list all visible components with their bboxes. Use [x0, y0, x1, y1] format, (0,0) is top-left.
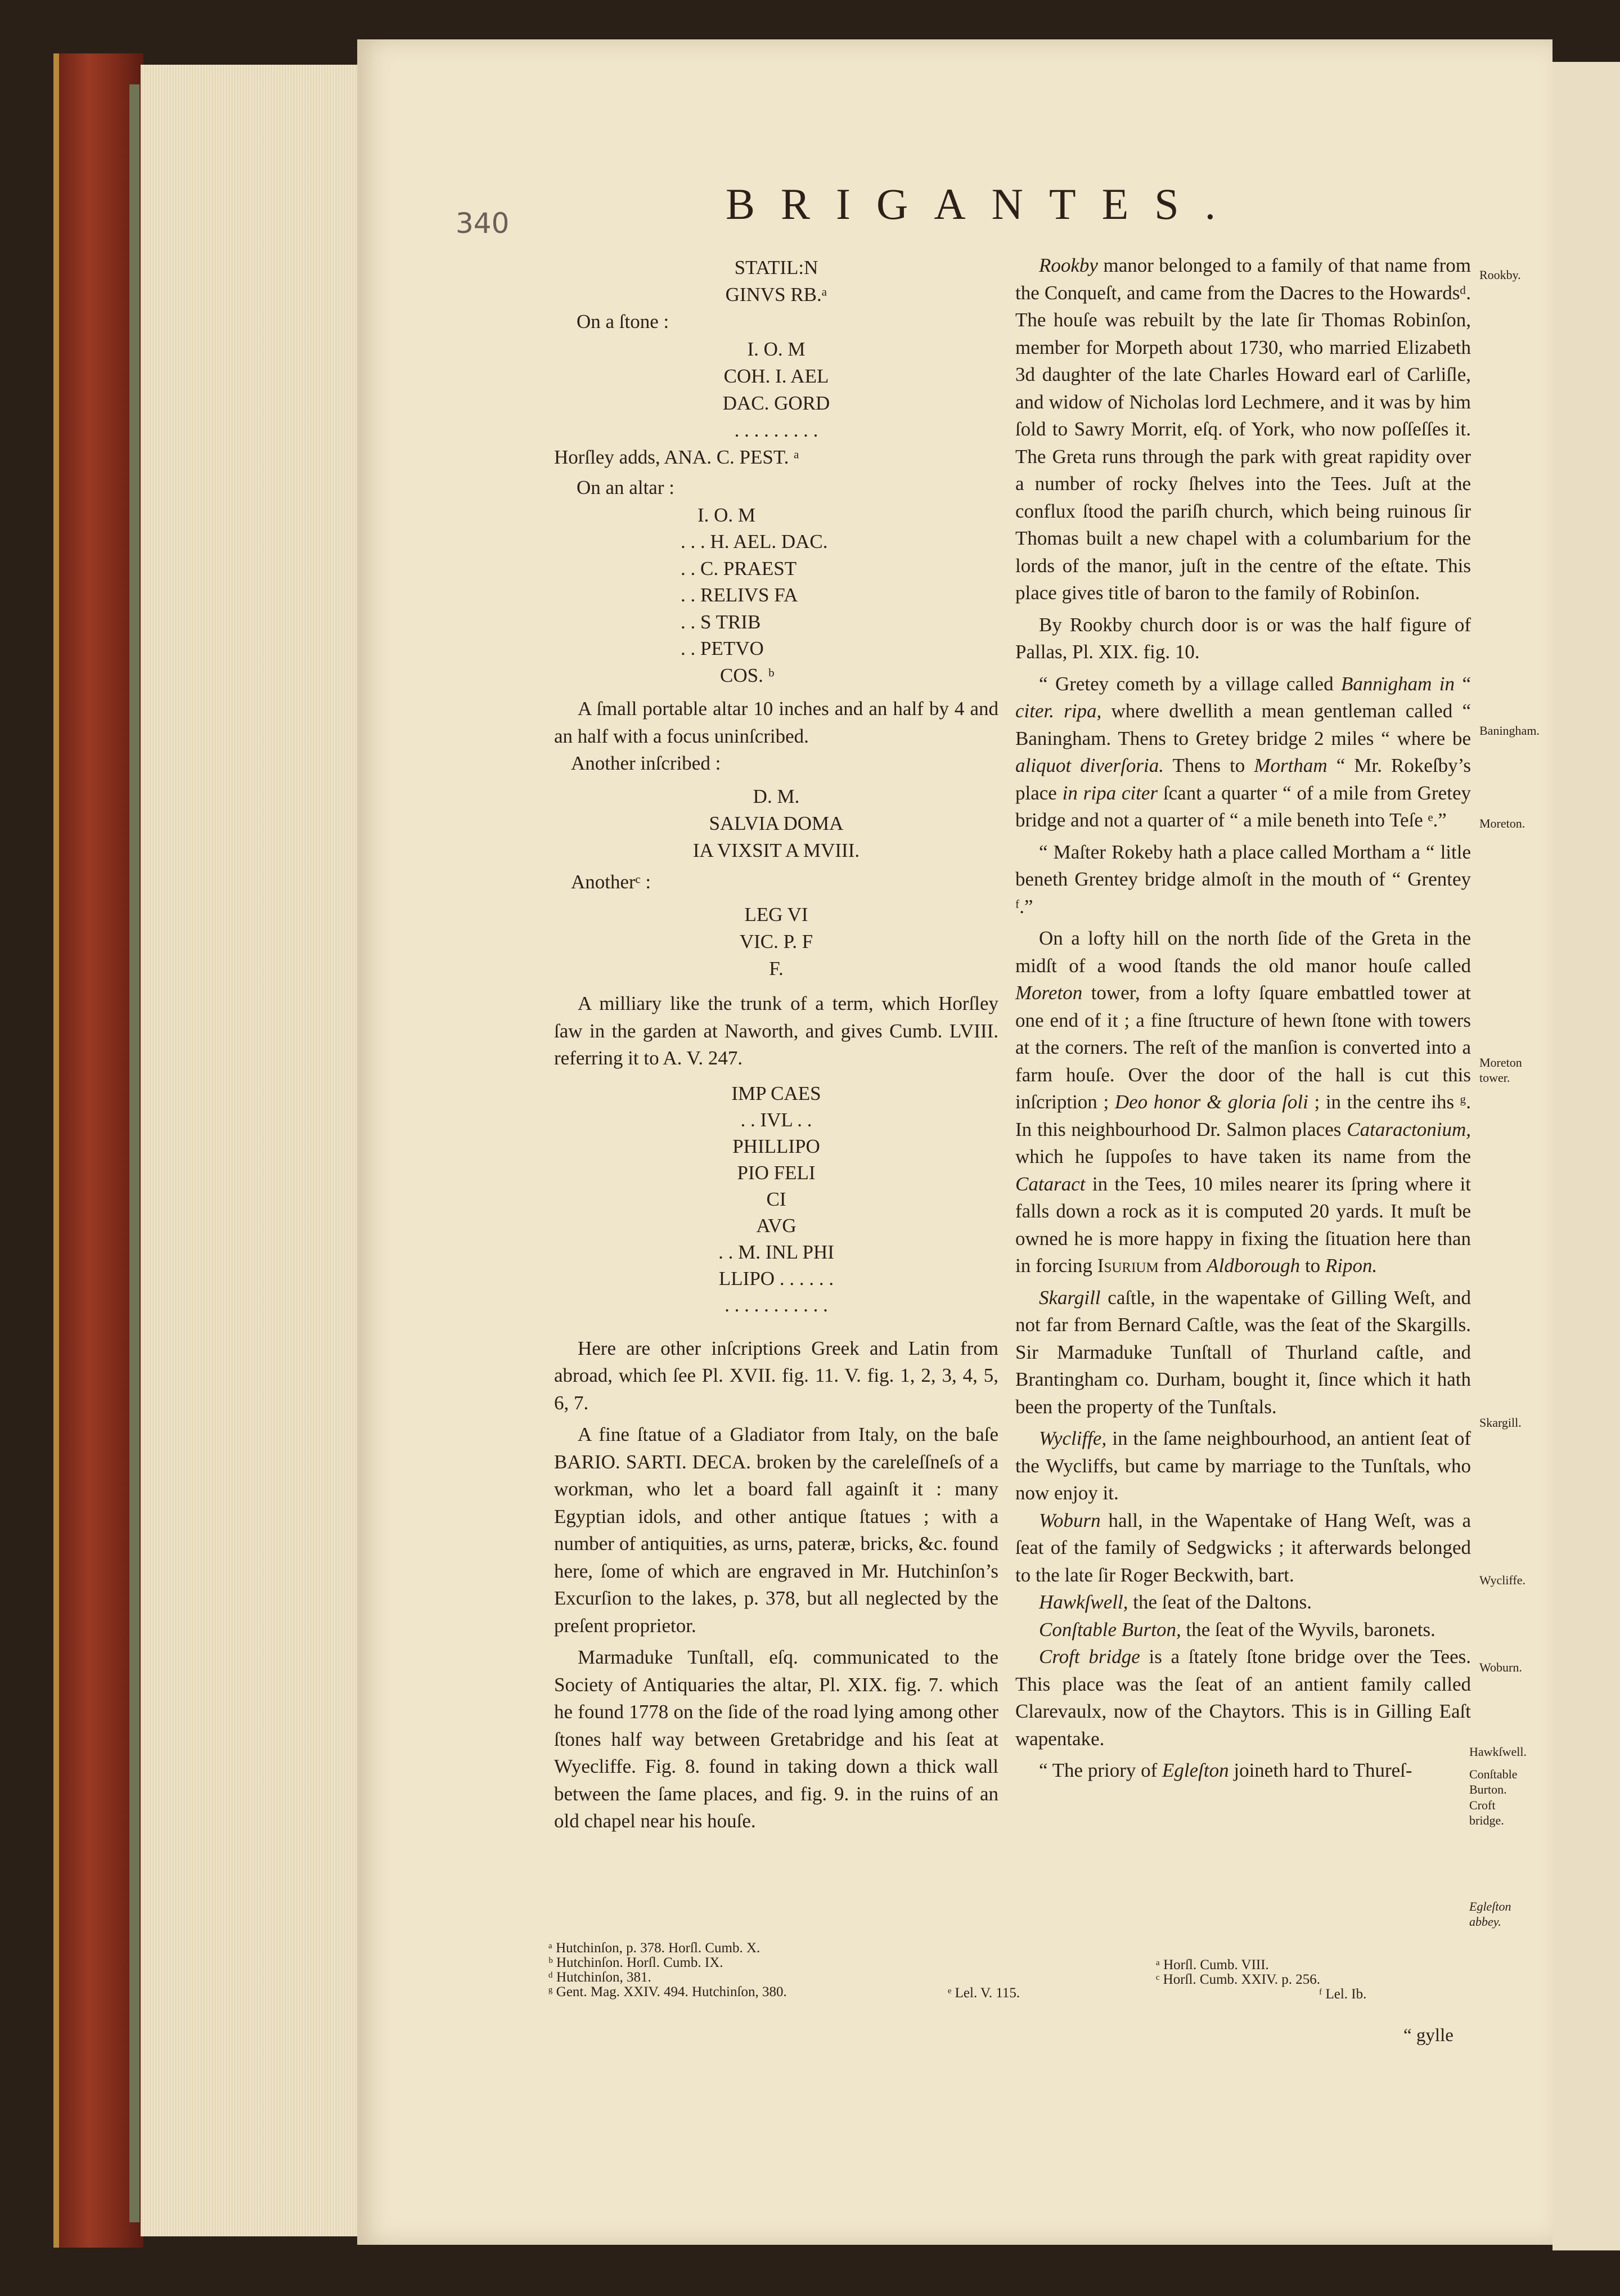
margin-note-skargill: Skargill.: [1479, 1416, 1522, 1430]
small-caps-text: Isurium: [1097, 1255, 1159, 1277]
another-inscribed: Another inſcribed :: [571, 752, 721, 774]
inscription-top: [554, 254, 998, 308]
gladiator-text: A fine ſtatue of a Gladiator from Italy, on the baſe BARIO. SARTI. DECA. broken by the careleſſneſs of a workman, who let a board fall againſt it : many Egyptian idols, and other antique ſtatues ; with a number of antiquities, as urns, pateræ, bricks, &c. found here, ſome of which are engraved in Mr. Hutchinſon’s Excurſion to the lakes, p. 378, but all neglected by the preſent proprietor.: [554, 1423, 998, 1637]
paragraph-text: ; in the centre ihs ᵍ. In this neighbourhood Dr. Salmon places: [1015, 1091, 1471, 1140]
imp-inscription: [554, 1080, 998, 1318]
paragraph-text: “ Mr. Rokeſby’s place: [1015, 754, 1472, 804]
paragraph-text: in the ſame neighbourhood, an antient ſeat of the Wycliffs, but came by marriage to the Tunſtals, who now enjoy it.: [1015, 1427, 1471, 1504]
inscription-line: PIO FELI: [737, 1161, 816, 1184]
paragraph-text: the ſeat of the Daltons.: [1128, 1591, 1312, 1613]
inscription-line: . . M. INL PHI: [718, 1241, 834, 1263]
italic-text: Deo honor & gloria ſoli: [1114, 1091, 1308, 1113]
italic-text: aliquot diverſoria.: [1015, 754, 1164, 776]
inscription-line: . . S TRIB: [681, 610, 761, 633]
margin-note-wycliffe: Wycliffe.: [1479, 1573, 1526, 1587]
inscription-line: PHILLIPO: [732, 1135, 820, 1157]
stone-label: On a ſtone :: [577, 311, 669, 333]
right-column: [1015, 252, 1471, 1785]
inscription-line: DAC. GORD: [722, 392, 830, 414]
inscription-line: . . PETVO: [681, 637, 764, 659]
inscription-line: GINVS RB.ᵃ: [725, 284, 827, 305]
stone-inscription: [554, 336, 998, 444]
italic-text: Cataractonium,: [1347, 1118, 1471, 1140]
paragraph-text: in the Tees, 10 miles nearer its ſpring where it falls down a rock as it is computed 20 yards. It muſt be owned he is more happy in fixing the ſituation here than in forcing: [1015, 1172, 1471, 1277]
margin-note-hawkswell: Hawkſwell.: [1469, 1745, 1527, 1759]
facing-page-edge: [1552, 62, 1620, 2250]
margin-note-croft: Croft bridge.: [1469, 1798, 1504, 1827]
paragraph-text: joineth hard to Thureſ-: [1228, 1759, 1412, 1781]
footnote: ᵈ Hutchinſon, 381.: [548, 1970, 651, 1985]
other-inscriptions-text: Here are other inſcriptions Greek and Latin from abroad, which ſee Pl. XVII. fig. 11. V. fig. 1, 2, 3, 4, 5, 6, 7.: [554, 1337, 998, 1414]
paragraph-text: “ The priory of: [1039, 1759, 1163, 1781]
paragraph-text: the ſeat of the Wyvils, baronets.: [1181, 1618, 1436, 1641]
hawkswell-paragraph: [1015, 1589, 1471, 1616]
footnote-middle: ᵉ Lel. V. 115.: [948, 1985, 1020, 2001]
paragraph-text: hall, in the Wapentake of Hang Weſt, was a ſeat of the family of Sedgwicks ; it afterwards belonged to the late ſir Roger Beckwith, bart.: [1015, 1509, 1471, 1586]
italic-text: Moreton: [1015, 982, 1083, 1004]
italic-text: Conſtable Burton,: [1039, 1618, 1181, 1641]
inscription-line: I. O. M: [747, 338, 806, 360]
milliary-text: A milliary like the trunk of a term, which Horſley ſaw in the garden at Naworth, and gives Cumb. LVIII. referring it to A. V. 247.: [554, 992, 998, 1069]
inscription-line: . . IVL . .: [740, 1108, 812, 1131]
italic-text: in ripa citer: [1062, 781, 1158, 804]
paragraph-text: caſtle, in the wapentake of Gilling Weſt, and not far from Bernard Caſtle, was the ſeat of the Skargills. Sir Marmaduke Tunſtall of Thurland caſtle, and Brantingham co. Durham, bought it, ſince which it hath been the property of the Tunſtals.: [1015, 1286, 1471, 1418]
margin-note-rookby: Rookby.: [1479, 268, 1521, 282]
woburn-paragraph: [1015, 1507, 1471, 1589]
italic-text: Skargill: [1039, 1286, 1101, 1309]
paragraph-text: “ Gretey cometh by a village called: [1039, 672, 1342, 695]
altar-label: On an altar :: [577, 477, 674, 498]
paragraph-text: On a lofty hill on the north ſide of the Greta in the midſt of a wood ſtands the old manor houſe called: [1015, 927, 1471, 977]
inscription-line: LEG VI: [744, 904, 808, 925]
italic-text: Rookby: [1039, 254, 1098, 276]
footnotes-left: [548, 1941, 897, 2000]
inscription-line: SALVIA DOMA: [709, 812, 844, 834]
footnotes-right: [1156, 1958, 1437, 2002]
italic-text: Ripon.: [1325, 1255, 1378, 1277]
paragraph-text: tower, from a lofty ſquare embattled tower at one end of it ; a fine ſtructure of hewn ſtone with towers at the corners. The reſt of the manſion is converted into a farm houſe. Over the door of the hall is cut this inſcription ;: [1015, 982, 1471, 1113]
italic-text: Woburn: [1039, 1509, 1101, 1531]
rookby-paragraph: [1015, 252, 1471, 607]
italic-text: Hawkſwell,: [1039, 1591, 1128, 1613]
inscription-line: COH. I. AEL: [723, 365, 829, 387]
footnote: ᵃ Hutchinſon, p. 378. Horſl. Cumb. X.: [548, 1940, 760, 1956]
constable-paragraph: [1015, 1616, 1471, 1644]
footnote: ᶜ Horſl. Cumb. XXIV. p. 256.: [1156, 1972, 1321, 1987]
italic-text: Croft bridge: [1039, 1646, 1140, 1668]
paragraph-text: is a ſtately ſtone bridge over the Tees. This place was the ſeat of an antient family called Clarevaulx, now of the Chaytors. This is in Gilling Eaſt wapentake.: [1015, 1646, 1472, 1750]
priory-paragraph: [1015, 1757, 1471, 1785]
tunstall-text: Marmaduke Tunſtall, eſq. communicated to the Society of Antiquaries the altar, Pl. XIX. fig. 7. which he found 1778 on the ſide of the road lying among other ſtones half way between Gretabridge and his ſeat at Wyecliffe. Fig. 8. found in taking down a thick wall between the ſame places, and fig. 9. in the ruins of an old chapel near his houſe.: [554, 1646, 998, 1832]
leg-inscription: [554, 901, 998, 982]
footnote: ᵇ Hutchinſon. Horſl. Cumb. IX.: [548, 1955, 723, 1970]
paragraph-text: ſcant a quarter “ of a mile from Gretey bridge and not a quarter of “ a mile beneth into Teſe ᵉ.”: [1015, 781, 1471, 831]
another-label: Anotherᶜ :: [571, 870, 651, 893]
margin-note-baningham: Baningham.: [1479, 724, 1540, 738]
paragraph-text: from: [1158, 1255, 1207, 1277]
inscription-line: D. M.: [753, 785, 800, 807]
croft-paragraph: [1015, 1643, 1471, 1753]
gretey-paragraph: “ Gretey cometh by a village called Bannigham in “ citer. ripa, where dwellith a mean gentleman called “ Baningham. Thens to Gretey bridge 2 miles “ where be aliquot diverſoria. Thens to Mortham “ Mr. Rokeſby’s place in ripa citer ſcant a quarter “ of a mile from Gretey bridge and not a quarter of “ a mile beneth into Teſe ᵉ.”: [1015, 672, 1472, 831]
left-column: [554, 254, 998, 1835]
margin-note-woburn: Woburn.: [1479, 1660, 1522, 1674]
inscription-line: LLIPO . . . . . .: [718, 1267, 834, 1289]
inscription-line: IA VIXSIT A MVIII.: [692, 839, 860, 861]
page-edges: [141, 65, 358, 2236]
dm-inscription: [554, 783, 998, 864]
paragraph-text: to: [1300, 1255, 1325, 1277]
inscription-line: . . C. PRAEST: [681, 557, 797, 579]
inscription-line: COS. ᵇ: [720, 664, 775, 686]
margin-note-constable: Conſtable Burton.: [1469, 1767, 1518, 1796]
inscription-line: IMP CAES: [731, 1082, 821, 1104]
small-altar-text: A ſmall portable altar 10 inches and an half by 4 and an half with a focus uninſcribed.: [554, 698, 998, 747]
lofty-hill-paragraph: [1015, 925, 1471, 1280]
margin-note-moreton: Moreton.: [1479, 816, 1526, 830]
paragraph-text: Thens to: [1164, 754, 1254, 776]
italic-text: Aldborough: [1207, 1255, 1300, 1277]
footnote: ᵍ Gent. Mag. XXIV. 494. Hutchinſon, 380.: [548, 1984, 787, 2000]
inscription-line: AVG: [756, 1214, 796, 1237]
master-rokeby-paragraph: “ Maſter Rokeby hath a place called Mortham a “ litle beneth Grentey bridge almoſt in the mouth of “ Grentey ᶠ.”: [1015, 841, 1471, 918]
italic-text: Mortham: [1254, 754, 1328, 776]
wycliffe-paragraph: [1015, 1425, 1471, 1507]
margin-note-egleston: Egleſton abbey.: [1469, 1899, 1511, 1929]
italic-text: Cataract: [1015, 1172, 1086, 1195]
inscription-line: VIC. P. F: [739, 931, 813, 952]
inscription-line: I. O. M: [698, 504, 756, 526]
catchword: “ gylle: [1403, 2025, 1454, 2046]
endpaper-edge: [129, 84, 140, 2222]
inscription-line: F.: [769, 958, 784, 979]
inscription-line: CI: [766, 1188, 786, 1210]
italic-text: Egleſton: [1162, 1759, 1229, 1781]
italic-text: citer. ripa,: [1015, 700, 1102, 722]
italic-text: Wycliffe,: [1039, 1427, 1107, 1449]
footnote: ᵃ Horſl. Cumb. VIII.: [1156, 1957, 1269, 1973]
altar-inscription: [681, 502, 998, 689]
skargill-paragraph: [1015, 1284, 1471, 1421]
inscription-line: . . . . . . . . . . .: [724, 1293, 828, 1316]
inscription-line: . . RELIVS FA: [681, 584, 798, 606]
paragraph-text: which he ſuppoſes to have taken its name from the: [1015, 1145, 1471, 1167]
italic-text: Bannigham in: [1341, 672, 1455, 695]
horsley-adds: Horſley adds, ANA. C. PEST. ᵃ: [554, 446, 799, 468]
rookby-door-paragraph: By Rookby church door is or was the half figure of Pallas, Pl. XIX. fig. 10.: [1015, 613, 1471, 663]
inscription-line: . . . . . . . . .: [734, 419, 818, 441]
inscription-line: STATIL:N: [734, 257, 818, 278]
footnote: ᶠ Lel. Ib.: [1319, 1987, 1367, 2002]
page-number: 340: [456, 207, 510, 240]
inscription-line: . . . H. AEL. DAC.: [681, 531, 828, 552]
paragraph-text: where dwellith a mean gentleman called “ Baningham. Thens to Gretey bridge 2 miles “ where be: [1015, 700, 1471, 749]
paragraph-text: manor belonged to a family of that name from the Conqueſt, and came from the Dacres to the Howardsᵈ. The houſe was rebuilt by the late ſir Thomas Robinſon, member for Morpeth about 1730, who married Elizabeth 3d daughter of the late Charles Howard earl of Carliſle, and widow of Nicholas lord Lechmere, and it was by him ſold to Sawry Morrit, eſq. of York, who now poſſeſſes it. The Greta runs through the park with great rapidity over a number of rocky ſhelves into the Tees. Juſt at the conflux ſtood the pariſh church, which being ruinous ſir Thomas built a new chapel with a columbarium for the lords of the manor, juſt in the centre of the eſtate. This place gives title of baron to the family of Robinſon.: [1015, 254, 1471, 604]
margin-note-moreton-tower: Moreton tower.: [1479, 1055, 1522, 1085]
running-head: BRIGANTES.: [726, 179, 1242, 228]
